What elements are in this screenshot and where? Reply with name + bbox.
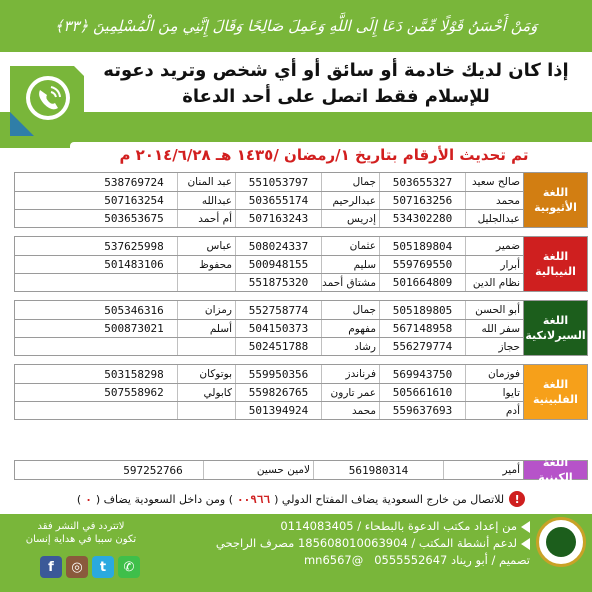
name-cell: فوزمان xyxy=(465,365,523,383)
name-cell: سفر الله xyxy=(465,320,523,337)
name-cell: مشتاق أحمد xyxy=(321,274,379,291)
name-cell: أدم xyxy=(465,402,523,419)
twitter-icon[interactable]: t xyxy=(92,556,114,578)
footer-slogan xyxy=(6,520,156,546)
slogan-line-1: لاتتردد في النشر فقد xyxy=(37,521,125,532)
social-icons xyxy=(40,556,144,578)
name-cell: فرناندز xyxy=(321,365,379,383)
name-cell: محفوظ xyxy=(177,256,235,273)
phone-cell[interactable]: 534302280 xyxy=(379,210,465,227)
footer-support-text: لدعم أنشطة المكتب / 185608010063904 مصرف الراجحي xyxy=(215,536,517,550)
name-cell xyxy=(177,274,235,291)
group-rows xyxy=(14,364,524,420)
logo-emblem xyxy=(546,527,576,557)
name-cell: تايوا xyxy=(465,384,523,401)
note-zero: ٠ xyxy=(85,492,92,506)
phone-cell[interactable]: 503655174 xyxy=(235,192,321,209)
name-cell: مفهوم xyxy=(321,320,379,337)
play-icon xyxy=(521,521,530,533)
instagram-icon[interactable]: ◎ xyxy=(66,556,88,578)
footer-design-text: تصميم / أبو ريناد 0555552647 xyxy=(374,553,530,567)
phone-cell[interactable]: 552758774 xyxy=(235,301,321,319)
phone-cell[interactable]: 505346316 xyxy=(104,303,164,317)
phone-cell[interactable]: 507163243 xyxy=(235,210,321,227)
phone-cell[interactable]: 503653675 xyxy=(104,212,164,225)
name-cell xyxy=(177,338,235,355)
table-row xyxy=(15,173,523,191)
name-cell: عمر تارون xyxy=(321,384,379,401)
phone-cell[interactable]: 500873021 xyxy=(104,322,164,335)
name-cell: إدريس xyxy=(321,210,379,227)
contacts-table xyxy=(14,172,588,428)
group-rows xyxy=(14,460,524,480)
group-ethiopian xyxy=(14,172,588,228)
phone-cell[interactable]: 569943750 xyxy=(379,365,465,383)
language-label: اللغة الفلبينية xyxy=(524,364,588,420)
phone-cell[interactable]: 559950356 xyxy=(235,365,321,383)
note-before: للاتصال من خارج السعودية يضاف المفتاح الدولي ( xyxy=(274,492,505,506)
update-date: تم تحديث الأرقام بتاريخ ١/رمضان /١٤٣٥ هـ ٢٠١٤/٦/٢٨ م xyxy=(119,146,529,164)
headline xyxy=(86,58,586,110)
name-cell: عبدالله xyxy=(177,192,235,209)
phone-cell[interactable] xyxy=(91,274,177,291)
table-row xyxy=(15,237,523,255)
phone-cell[interactable]: 501394924 xyxy=(235,402,321,419)
name-cell: حجاز xyxy=(465,338,523,355)
name-cell: أسلم xyxy=(177,320,235,337)
phone-cell[interactable]: 500948155 xyxy=(235,256,321,273)
name-cell: سليم xyxy=(321,256,379,273)
table-row xyxy=(15,319,523,337)
phone-cell[interactable]: 551053797 xyxy=(235,173,321,191)
name-cell: عبد المنان xyxy=(177,173,235,191)
name-cell: أبو الحسن xyxy=(465,301,523,319)
facebook-icon[interactable]: f xyxy=(40,556,62,578)
name-cell: عثمان xyxy=(321,237,379,255)
name-cell: صالح سعيد xyxy=(465,173,523,191)
phone-cell[interactable]: 597252766 xyxy=(123,463,183,477)
group-nepali xyxy=(14,236,588,292)
phone-cell[interactable]: 507558962 xyxy=(104,386,164,399)
whatsapp-icon[interactable]: ✆ xyxy=(118,556,140,578)
slogan-line-2: تكون سببا في هداية إنسان xyxy=(25,534,137,545)
phone-cell[interactable]: 505189805 xyxy=(379,301,465,319)
name-cell: ضمير xyxy=(465,237,523,255)
phone-cell[interactable]: 559826765 xyxy=(235,384,321,401)
phone-cell[interactable]: 561980314 xyxy=(313,461,443,479)
phone-cell[interactable]: 567148958 xyxy=(379,320,465,337)
language-label: اللغة الأثيوبية xyxy=(524,172,588,228)
language-label: اللغة السيرلانكية xyxy=(524,300,588,356)
play-icon xyxy=(521,538,530,550)
table-row xyxy=(15,191,523,209)
group-rows xyxy=(14,300,524,356)
phone-cell[interactable]: 551875320 xyxy=(235,274,321,291)
phone-cell[interactable]: 504150373 xyxy=(235,320,321,337)
twitter-handle[interactable]: @mn6567 xyxy=(303,553,364,567)
name-cell: كابولي xyxy=(177,384,235,401)
name-cell: عبدالرحيم xyxy=(321,192,379,209)
name-cell: محمد xyxy=(321,402,379,419)
name-cell: أم أحمد xyxy=(177,210,235,227)
name-cell: عباس xyxy=(177,237,235,255)
dialing-note xyxy=(14,487,588,511)
group-kenyan xyxy=(14,456,588,484)
name-cell: جمال xyxy=(321,173,379,191)
phone-cell[interactable] xyxy=(91,338,177,355)
group-rows xyxy=(14,236,524,292)
name-cell: بوتوكان xyxy=(177,365,235,383)
table-row xyxy=(15,301,523,319)
footer-design xyxy=(170,552,530,569)
footer-support xyxy=(170,535,530,552)
phone-cell[interactable]: 503655327 xyxy=(379,173,465,191)
table-row xyxy=(15,255,523,273)
phone-cell[interactable] xyxy=(91,402,177,419)
phone-cell[interactable]: 501483106 xyxy=(104,258,164,271)
headline-line-1: إذا كان لديك خادمة أو سائق أو أي شخص وتريد دعوته xyxy=(103,60,569,81)
headline-line-2: للإسلام فقط اتصل على أحد الدعاة xyxy=(182,86,490,107)
note-intl-code: ٠٠٩٦٦ xyxy=(236,492,271,506)
quran-verse: وَمَنْ أَحْسَنُ قَوْلًا مِّمَّن دَعَا إِلَى اللَّهِ وَعَمِلَ صَالِحًا وَقَالَ إِنَّنِي مِنَ الْمُسْلِمِينَ ﴿٣٣﴾ xyxy=(54,17,538,35)
phone-cell[interactable]: 538769724 xyxy=(104,175,164,189)
phone-cell[interactable]: 559769550 xyxy=(379,256,465,273)
name-cell: رشاد xyxy=(321,338,379,355)
table-row xyxy=(15,383,523,401)
table-row xyxy=(15,461,523,479)
name-cell: محمد xyxy=(465,192,523,209)
note-middle: ) ومن داخل السعودية يضاف ( xyxy=(95,492,233,506)
warning-icon: ! xyxy=(509,491,525,507)
table-row xyxy=(15,337,523,355)
name-cell: أبرار xyxy=(465,256,523,273)
phone-cell[interactable]: 508024337 xyxy=(235,237,321,255)
phone-cell[interactable]: 537625998 xyxy=(104,239,164,253)
phone-cell[interactable]: 501664809 xyxy=(379,274,465,291)
table-row xyxy=(15,273,523,291)
footer-info xyxy=(170,518,530,569)
language-label: اللغة الكينية xyxy=(524,460,588,480)
phone-cell[interactable]: 559637693 xyxy=(379,402,465,419)
name-cell: رمزان xyxy=(177,301,235,319)
phone-cell[interactable]: 502451788 xyxy=(235,338,321,355)
table-row xyxy=(15,365,523,383)
phone-cell[interactable]: 507163256 xyxy=(379,192,465,209)
language-label: اللغة النيبالية xyxy=(524,236,588,292)
note-after: ) xyxy=(76,492,82,506)
footer-prep xyxy=(170,518,530,535)
table-row xyxy=(15,209,523,227)
phone-cell[interactable]: 507163254 xyxy=(104,194,164,207)
group-filipino xyxy=(14,364,588,420)
phone-icon xyxy=(4,52,90,138)
phone-cell[interactable]: 505661610 xyxy=(379,384,465,401)
name-cell xyxy=(177,402,235,419)
group-srilankan xyxy=(14,300,588,356)
name-cell: لامين حسين xyxy=(203,461,313,479)
table-row xyxy=(15,401,523,419)
office-logo xyxy=(536,517,586,567)
name-cell: جمال xyxy=(321,301,379,319)
group-rows xyxy=(14,172,524,228)
name-cell: عبدالجليل xyxy=(465,210,523,227)
footer-prep-text: من إعداد مكتب الدعوة بالبطحاء / 0114083405 xyxy=(280,519,517,533)
phone-cell[interactable]: 503158298 xyxy=(104,367,164,381)
phone-badge xyxy=(4,52,90,138)
name-cell: نظام الدين xyxy=(465,274,523,291)
name-cell: أمير xyxy=(443,461,523,479)
phone-cell[interactable]: 505189804 xyxy=(379,237,465,255)
phone-cell[interactable]: 556279774 xyxy=(379,338,465,355)
